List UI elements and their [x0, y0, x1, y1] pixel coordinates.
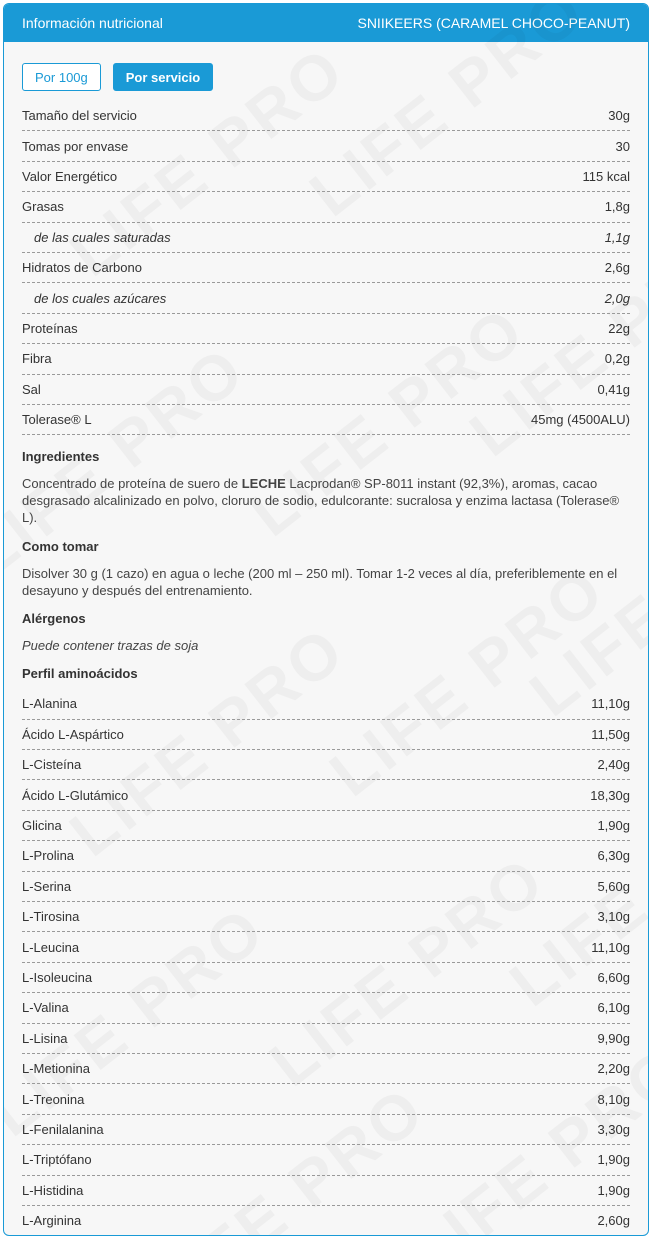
amino-value: 9,90g: [597, 1030, 630, 1046]
ingredients-text-end: Lacprodan® SP-8011 instant (92,3%), aromas, cacao desgrasado alcalinizado en polvo, cloruro de sodio, edulcorante: sucralosa y enzima lactasa (Tolerase® L).: [22, 476, 620, 526]
how-to-text: Disolver 30 g (1 cazo) en agua o leche (200 ml – 250 ml). Tomar 1-2 veces al día, preferiblemente en el desayuno y después del entrenamiento.: [22, 566, 618, 599]
allergens-title: Alérgenos: [22, 611, 86, 627]
amino-row: [22, 932, 630, 962]
nutrition-label: Tomas por envase: [22, 138, 129, 154]
amino-row: [22, 993, 630, 1023]
amino-value: 2,60g: [597, 1213, 630, 1229]
amino-row: [22, 1024, 630, 1054]
nutrition-row: [22, 375, 630, 405]
nutrition-value: 2,0g: [604, 290, 630, 306]
amino-row: [22, 963, 630, 993]
nutrition-label: Tolerase® L: [22, 412, 92, 428]
nutrition-row: [22, 344, 630, 374]
amino-value: 6,60g: [597, 970, 630, 985]
allergens-text: Puede contener trazas de soja: [22, 638, 199, 654]
nutrition-value: 0,2g: [604, 351, 630, 367]
nutrition-row: [22, 223, 630, 253]
amino-value: 2,40g: [597, 757, 630, 773]
nutrition-label: de las cuales saturadas: [34, 229, 171, 245]
ingredients-text-start: Concentrado de proteína de suero de: [22, 476, 242, 492]
nutrition-label: Fibra: [22, 351, 52, 367]
panel-header: [4, 4, 648, 42]
amino-label: L-Fenilalanina: [22, 1121, 104, 1137]
amino-label: Ácido L-Aspártico: [22, 726, 124, 742]
nutrition-row: [22, 314, 630, 344]
nutrition-label: Valor Energético: [22, 168, 118, 184]
amino-row: [22, 1206, 630, 1236]
how-to-title: Como tomar: [22, 539, 99, 555]
amino-row: [22, 902, 630, 932]
amino-row: [22, 1084, 630, 1114]
amino-value: 6,30g: [597, 848, 630, 864]
amino-label: L-Alanina: [22, 696, 77, 712]
amino-label: L-Arginina: [22, 1213, 82, 1229]
nutrition-label: Sal: [22, 381, 41, 397]
amino-value: 1,90g: [597, 1152, 630, 1168]
amino-title: Perfil aminoácidos: [22, 666, 138, 682]
amino-label: L-Valina: [22, 1000, 69, 1016]
ingredients-title: Ingredientes: [22, 449, 100, 465]
nutrition-label: Grasas: [22, 199, 64, 215]
amino-row: [22, 1176, 630, 1206]
nutrition-row: [22, 253, 630, 283]
amino-label: L-Serina: [22, 878, 72, 894]
nutrition-panel: [3, 3, 649, 1236]
amino-table: [22, 689, 630, 1236]
amino-row: [22, 811, 630, 841]
amino-label: Ácido L-Glutámico: [22, 787, 129, 803]
nutrition-value: 2,6g: [604, 260, 630, 276]
amino-label: L-Triptófano: [22, 1152, 92, 1168]
nutrition-value: 30: [615, 138, 630, 154]
serving-tabs: [4, 42, 648, 91]
nutrition-label: Tamaño del servicio: [22, 108, 137, 124]
nutrition-value: 115 kcal: [582, 168, 630, 184]
allergen-highlight: LECHE: [241, 476, 286, 492]
amino-label: L-Metionina: [22, 1061, 90, 1077]
amino-value: 8,10g: [597, 1091, 630, 1107]
amino-value: 18,30g: [590, 787, 630, 803]
amino-value: 3,30g: [597, 1121, 630, 1137]
nutrition-label: de los cuales azúcares: [34, 290, 167, 306]
amino-value: 3,10g: [597, 909, 630, 925]
nutrition-value: 1,8g: [604, 199, 630, 215]
amino-row: [22, 1054, 630, 1084]
amino-value: 1,90g: [597, 818, 630, 834]
amino-row: [22, 689, 630, 719]
amino-value: 11,10g: [591, 939, 630, 955]
amino-label: Glicina: [22, 818, 62, 834]
nutrition-label: Hidratos de Carbono: [22, 260, 142, 276]
nutrition-row: [22, 283, 630, 313]
amino-label: L-Prolina: [22, 848, 75, 864]
tab-per-serving[interactable]: Por servicio: [113, 63, 213, 91]
nutrition-value: 22g: [608, 320, 630, 336]
amino-label: L-Isoleucina: [22, 970, 93, 985]
amino-row: [22, 1145, 630, 1175]
amino-label: L-Histidina: [22, 1182, 84, 1198]
amino-row: [22, 750, 630, 780]
nutrition-value: 0,41g: [597, 381, 630, 397]
amino-value: 11,10g: [591, 696, 630, 712]
panel-content: [4, 101, 648, 1236]
nutrition-value: 30g: [608, 108, 630, 124]
amino-label: L-Cisteína: [22, 757, 82, 773]
amino-label: L-Treonina: [22, 1091, 85, 1107]
nutrition-label: Proteínas: [22, 320, 78, 336]
nutrition-value: 45mg (4500ALU): [531, 412, 630, 428]
nutrition-table: [22, 101, 630, 435]
nutrition-row: [22, 101, 630, 131]
amino-value: 2,20g: [597, 1061, 630, 1077]
amino-label: L-Tirosina: [22, 909, 80, 925]
amino-value: 5,60g: [597, 878, 630, 894]
amino-label: L-Lisina: [22, 1030, 68, 1046]
amino-label: L-Leucina: [22, 939, 80, 955]
nutrition-row: [22, 405, 630, 435]
amino-row: [22, 841, 630, 871]
amino-row: [22, 720, 630, 750]
nutrition-value: 1,1g: [604, 229, 630, 245]
nutrition-row: [22, 131, 630, 161]
amino-row: [22, 872, 630, 902]
amino-value: 11,50g: [591, 726, 630, 742]
ingredients-text: [22, 475, 630, 526]
panel-title: Información nutricional: [22, 15, 163, 31]
amino-value: 1,90g: [597, 1182, 630, 1198]
tab-per-100g[interactable]: Por 100g: [22, 63, 101, 91]
product-name: SNIIKEERS (CARAMEL CHOCO-PEANUT): [357, 15, 630, 31]
nutrition-row: [22, 162, 630, 192]
amino-row: [22, 780, 630, 810]
amino-value: 6,10g: [597, 1000, 630, 1016]
amino-row: [22, 1115, 630, 1145]
nutrition-row: [22, 192, 630, 222]
